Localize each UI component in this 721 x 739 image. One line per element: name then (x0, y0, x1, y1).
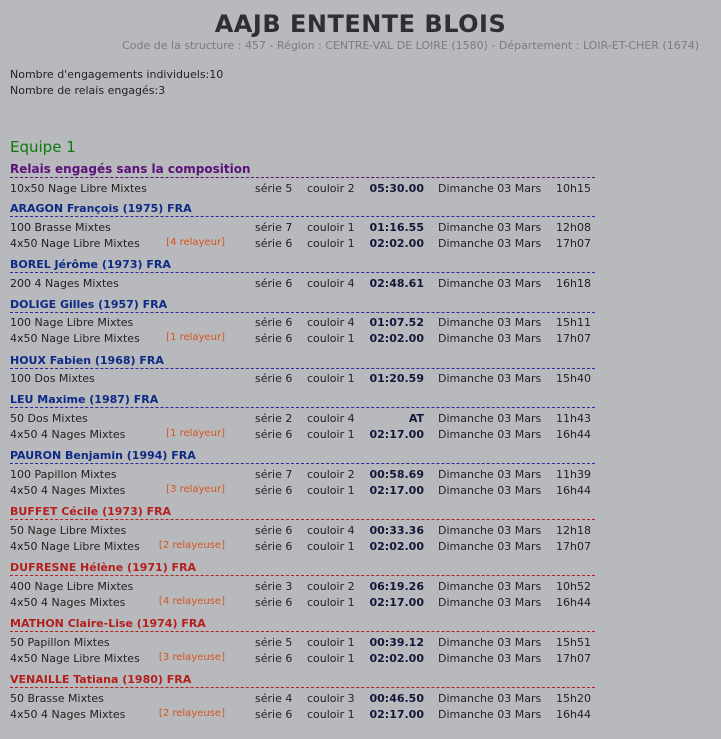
entry-time: 02:02.00 (369, 332, 424, 345)
event-name: 4x50 4 Nages Mixtes (10, 708, 126, 721)
event-date: Dimanche 03 Mars (438, 182, 542, 195)
swimmer-name: VENAILLE Tatiana (1980) FRA (10, 673, 595, 688)
event-name: 4x50 4 Nages Mixtes (10, 428, 126, 441)
entry-row (10, 372, 610, 387)
entry-row (10, 412, 610, 427)
heat: série 7 (255, 221, 293, 234)
entry-time: 01:16.55 (369, 221, 424, 234)
event-time: 17h07 (556, 652, 591, 665)
event-date: Dimanche 03 Mars (438, 580, 542, 593)
page-title: AAJB ENTENTE BLOIS (214, 10, 507, 38)
heat: série 6 (255, 332, 293, 345)
entry-row (10, 237, 610, 252)
lane: couloir 1 (307, 428, 355, 441)
event-time: 17h07 (556, 237, 591, 250)
entry-row (10, 332, 610, 347)
entry-row (10, 277, 610, 292)
structure-info: Code de la structure : 457 - Région : CENTRE-VAL DE LOIRE (1580) - Département : LOIR-ET-CHER (1674) (122, 39, 699, 52)
entry-row (10, 580, 610, 595)
entry-row (10, 708, 610, 723)
event-date: Dimanche 03 Mars (438, 428, 542, 441)
event-time: 15h11 (556, 316, 591, 329)
relay-position: [3 relayeur] (166, 484, 225, 495)
event-date: Dimanche 03 Mars (438, 708, 542, 721)
relay-position: [1 relayeur] (166, 428, 225, 439)
lane: couloir 1 (307, 332, 355, 345)
event-date: Dimanche 03 Mars (438, 636, 542, 649)
entry-row (10, 652, 610, 667)
heat: série 6 (255, 596, 293, 609)
heat: série 6 (255, 708, 293, 721)
entry-time: 02:17.00 (369, 428, 424, 441)
entry-row (10, 221, 610, 236)
lane: couloir 2 (307, 182, 355, 195)
entry-row (10, 182, 610, 197)
event-time: 12h08 (556, 221, 591, 234)
relay-position: [2 relayeuse] (158, 708, 225, 719)
event-name: 4x50 Nage Libre Mixtes (10, 540, 140, 553)
heat: série 6 (255, 540, 293, 553)
heat: série 5 (255, 182, 293, 195)
event-date: Dimanche 03 Mars (438, 484, 542, 497)
entry-time: 02:02.00 (369, 652, 424, 665)
entry-row (10, 524, 610, 539)
heat: série 6 (255, 524, 293, 537)
event-time: 15h51 (556, 636, 591, 649)
entry-time: 01:20.59 (369, 372, 424, 385)
entry-time: 06:19.26 (369, 580, 424, 593)
lane: couloir 1 (307, 221, 355, 234)
heat: série 6 (255, 277, 293, 290)
entry-row (10, 596, 610, 611)
event-time: 11h43 (556, 412, 591, 425)
relay-group-header: Relais engagés sans la composition (10, 162, 595, 178)
swimmer-name: BUFFET Cécile (1973) FRA (10, 505, 595, 520)
heat: série 6 (255, 237, 293, 250)
swimmer-name: HOUX Fabien (1968) FRA (10, 354, 595, 369)
event-date: Dimanche 03 Mars (438, 412, 542, 425)
entry-row (10, 636, 610, 651)
event-time: 10h15 (556, 182, 591, 195)
relay-entries-count: Nombre de relais engagés:3 (10, 84, 166, 97)
lane: couloir 4 (307, 412, 355, 425)
lane: couloir 1 (307, 636, 355, 649)
entry-time: AT (408, 412, 424, 425)
event-time: 12h18 (556, 524, 591, 537)
swimmer-name: LEU Maxime (1987) FRA (10, 393, 595, 408)
entry-time: 00:46.50 (369, 692, 424, 705)
event-name: 100 Dos Mixtes (10, 372, 95, 385)
team-title: Equipe 1 (10, 138, 76, 156)
lane: couloir 1 (307, 596, 355, 609)
event-time: 16h44 (556, 428, 591, 441)
event-name: 4x50 Nage Libre Mixtes (10, 237, 140, 250)
event-time: 11h39 (556, 468, 591, 481)
lane: couloir 4 (307, 524, 355, 537)
heat: série 7 (255, 468, 293, 481)
event-date: Dimanche 03 Mars (438, 652, 542, 665)
heat: série 6 (255, 652, 293, 665)
event-name: 4x50 4 Nages Mixtes (10, 484, 126, 497)
swimmer-name: ARAGON François (1975) FRA (10, 202, 595, 217)
lane: couloir 4 (307, 277, 355, 290)
event-date: Dimanche 03 Mars (438, 596, 542, 609)
event-name: 200 4 Nages Mixtes (10, 277, 119, 290)
lane: couloir 2 (307, 580, 355, 593)
entry-time: 02:02.00 (369, 237, 424, 250)
event-date: Dimanche 03 Mars (438, 692, 542, 705)
lane: couloir 3 (307, 692, 355, 705)
entry-time: 05:30.00 (369, 182, 424, 195)
lane: couloir 1 (307, 237, 355, 250)
individual-entries-count: Nombre d'engagements individuels:10 (10, 68, 224, 81)
entry-row (10, 540, 610, 555)
event-name: 100 Papillon Mixtes (10, 468, 117, 481)
event-date: Dimanche 03 Mars (438, 237, 542, 250)
event-time: 16h44 (556, 484, 591, 497)
event-name: 100 Nage Libre Mixtes (10, 316, 134, 329)
entry-time: 02:02.00 (369, 540, 424, 553)
event-time: 17h07 (556, 540, 591, 553)
lane: couloir 1 (307, 540, 355, 553)
event-date: Dimanche 03 Mars (438, 468, 542, 481)
event-name: 50 Nage Libre Mixtes (10, 524, 127, 537)
heat: série 5 (255, 636, 293, 649)
event-time: 15h20 (556, 692, 591, 705)
heat: série 6 (255, 372, 293, 385)
entry-row (10, 428, 610, 443)
event-name: 400 Nage Libre Mixtes (10, 580, 134, 593)
entry-time: 02:48.61 (369, 277, 424, 290)
entry-time: 02:17.00 (369, 596, 424, 609)
event-date: Dimanche 03 Mars (438, 540, 542, 553)
heat: série 4 (255, 692, 293, 705)
event-date: Dimanche 03 Mars (438, 332, 542, 345)
entry-time: 02:17.00 (369, 484, 424, 497)
event-name: 4x50 4 Nages Mixtes (10, 596, 126, 609)
event-name: 4x50 Nage Libre Mixtes (10, 332, 140, 345)
event-name: 100 Brasse Mixtes (10, 221, 111, 234)
swimmer-name: PAURON Benjamin (1994) FRA (10, 449, 595, 464)
entry-time: 00:33.36 (369, 524, 424, 537)
event-date: Dimanche 03 Mars (438, 524, 542, 537)
event-time: 15h40 (556, 372, 591, 385)
lane: couloir 4 (307, 316, 355, 329)
relay-position: [1 relayeur] (166, 332, 225, 343)
entry-row (10, 468, 610, 483)
entry-time: 01:07.52 (369, 316, 424, 329)
heat: série 6 (255, 316, 293, 329)
entry-time: 00:58.69 (369, 468, 424, 481)
event-date: Dimanche 03 Mars (438, 372, 542, 385)
event-time: 16h18 (556, 277, 591, 290)
swimmer-name: BOREL Jérôme (1973) FRA (10, 258, 595, 273)
event-date: Dimanche 03 Mars (438, 277, 542, 290)
relay-position: [4 relayeuse] (158, 596, 225, 607)
swimmer-name: DUFRESNE Hélène (1971) FRA (10, 561, 595, 576)
heat: série 2 (255, 412, 293, 425)
event-time: 17h07 (556, 332, 591, 345)
lane: couloir 1 (307, 484, 355, 497)
swimmer-name: MATHON Claire-Lise (1974) FRA (10, 617, 595, 632)
lane: couloir 1 (307, 652, 355, 665)
entry-row (10, 484, 610, 499)
entry-row (10, 316, 610, 331)
swimmer-name: DOLIGE Gilles (1957) FRA (10, 298, 595, 313)
lane: couloir 1 (307, 708, 355, 721)
entry-row (10, 692, 610, 707)
relay-position: [4 relayeur] (166, 237, 225, 248)
event-name: 10x50 Nage Libre Mixtes (10, 182, 147, 195)
event-date: Dimanche 03 Mars (438, 221, 542, 234)
relay-position: [3 relayeuse] (158, 652, 225, 663)
heat: série 3 (255, 580, 293, 593)
event-time: 10h52 (556, 580, 591, 593)
relay-position: [2 relayeuse] (158, 540, 225, 551)
heat: série 6 (255, 428, 293, 441)
entry-time: 02:17.00 (369, 708, 424, 721)
event-name: 4x50 Nage Libre Mixtes (10, 652, 140, 665)
event-name: 50 Dos Mixtes (10, 412, 88, 425)
event-name: 50 Brasse Mixtes (10, 692, 104, 705)
event-name: 50 Papillon Mixtes (10, 636, 110, 649)
entry-time: 00:39.12 (369, 636, 424, 649)
event-time: 16h44 (556, 708, 591, 721)
event-date: Dimanche 03 Mars (438, 316, 542, 329)
lane: couloir 1 (307, 372, 355, 385)
lane: couloir 2 (307, 468, 355, 481)
heat: série 6 (255, 484, 293, 497)
event-time: 16h44 (556, 596, 591, 609)
